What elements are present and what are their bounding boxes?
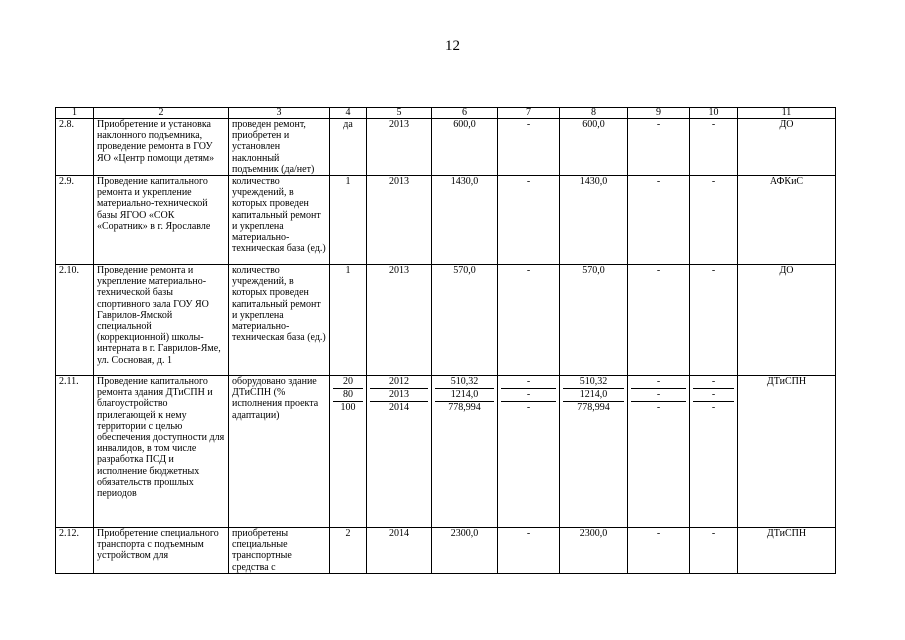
row-total: 510,32 (450, 376, 479, 388)
row-col10: - (690, 119, 738, 176)
row-executor: АФКиС (738, 176, 836, 265)
row-col7-stack (498, 376, 560, 528)
row-col9: - (628, 528, 690, 574)
row-col9: - (628, 119, 690, 176)
header-cell: 7 (498, 108, 560, 119)
row-col10: - (693, 389, 734, 402)
row-year: 2014 (370, 402, 428, 415)
row-col8: 1214,0 (563, 389, 624, 402)
row-year: 2013 (367, 176, 432, 265)
table-row (56, 176, 836, 265)
row-target-value: 1 (330, 265, 367, 376)
row-total: 1430,0 (432, 176, 498, 265)
header-cell: 11 (738, 108, 836, 119)
row-col7: - (498, 119, 560, 176)
header-cell: 5 (367, 108, 432, 119)
row-year-stack (367, 376, 432, 528)
header-cell: 6 (432, 108, 498, 119)
row-col8: 600,0 (560, 119, 628, 176)
row-indicator: проведен ремонт, приобретен и установлен наклонный подъемник (да/нет) (229, 119, 330, 176)
row-indicator: оборудовано здание ДТиСПН (% исполнения проекта адаптации) (229, 376, 330, 528)
row-col7: - (501, 402, 556, 415)
row-executor: ДТиСПН (738, 528, 836, 574)
header-cell: 8 (560, 108, 628, 119)
row-col10: - (690, 265, 738, 376)
row-total: 778,994 (435, 402, 494, 415)
row-description: Приобретение специального транспорта с подъемным устройством для (94, 528, 229, 574)
header-cell: 1 (56, 108, 94, 119)
row-col9-stack (628, 376, 690, 528)
row-col10: - (693, 402, 734, 415)
row-col9: - (656, 376, 661, 388)
row-executor: ДО (738, 119, 836, 176)
row-number: 2.8. (56, 119, 94, 176)
row-year: 2013 (367, 119, 432, 176)
header-cell: 3 (229, 108, 330, 119)
row-description: Приобретение и установка наклонного подъемника, проведение ремонта в ГОУ ЯО «Центр помощи детям» (94, 119, 229, 176)
row-col8: 570,0 (560, 265, 628, 376)
row-target-value: 80 (333, 389, 363, 402)
table-row (56, 265, 836, 376)
row-indicator: количество учреждений, в которых проведен капитальный ремонт и укреплена материально-техническая база (ед.) (229, 265, 330, 376)
header-row (56, 108, 836, 119)
row-col8-stack (560, 376, 628, 528)
row-col9: - (631, 402, 686, 415)
page-number: 12 (445, 38, 460, 54)
header-cell: 4 (330, 108, 367, 119)
row-col8: 778,994 (563, 402, 624, 415)
row-col8: 510,32 (579, 376, 608, 388)
row-indicator: приобретены специальные транспортные средства с (229, 528, 330, 574)
row-col10: - (690, 528, 738, 574)
row-executor: ДТиСПН (738, 376, 836, 528)
header-cell: 10 (690, 108, 738, 119)
table-row (56, 376, 836, 528)
row-col7: - (498, 176, 560, 265)
table-row (56, 119, 836, 176)
row-col9: - (628, 176, 690, 265)
row-col9: - (628, 265, 690, 376)
row-year: 2014 (367, 528, 432, 574)
row-total: 600,0 (432, 119, 498, 176)
header-cell: 2 (94, 108, 229, 119)
row-year: 2013 (370, 389, 428, 402)
row-number: 2.10. (56, 265, 94, 376)
row-total-stack (432, 376, 498, 528)
row-total: 1214,0 (435, 389, 494, 402)
row-target-value: 100 (333, 402, 363, 415)
program-table (55, 107, 836, 574)
row-col7: - (526, 376, 531, 388)
row-col8: 1430,0 (560, 176, 628, 265)
row-col9: - (631, 389, 686, 402)
row-col7: - (501, 389, 556, 402)
row-year: 2012 (389, 376, 409, 388)
row-total: 570,0 (432, 265, 498, 376)
row-col8: 2300,0 (560, 528, 628, 574)
row-description: Проведение капитального ремонта и укрепление материально-технической базы ЯГОО «СОК «Соратник» в г. Ярославле (94, 176, 229, 265)
row-target-value: да (330, 119, 367, 176)
row-year: 2013 (367, 265, 432, 376)
row-indicator: количество учреждений, в которых проведен капитальный ремонт и укреплена материально-техническая база (ед.) (229, 176, 330, 265)
row-target-value-stack (330, 376, 367, 528)
row-target-value: 1 (330, 176, 367, 265)
row-executor: ДО (738, 265, 836, 376)
row-number: 2.11. (56, 376, 94, 528)
row-number: 2.9. (56, 176, 94, 265)
row-total: 2300,0 (432, 528, 498, 574)
table-row (56, 528, 836, 574)
row-col10: - (690, 176, 738, 265)
row-col10-stack (690, 376, 738, 528)
row-col7: - (498, 528, 560, 574)
row-col10: - (711, 376, 716, 388)
row-target-value: 2 (330, 528, 367, 574)
row-target-value: 20 (343, 376, 353, 388)
row-description: Проведение ремонта и укрепление материально-технической базы спортивного зала ГОУ ЯО Гаврилов-Ямской специальной (коррекционной) школы-интерната в г. Гаврилов-Яме, ул. Сосновая, д. 1 (94, 265, 229, 376)
header-cell: 9 (628, 108, 690, 119)
row-description: Проведение капитального ремонта здания ДТиСПН и благоустройство прилегающей к нему территории с целью обеспечения доступности для инвалидов, в том числе разработка ПСД и исполнение бюджетных обязательств прошлых периодов (94, 376, 229, 528)
row-col7: - (498, 265, 560, 376)
row-number: 2.12. (56, 528, 94, 574)
